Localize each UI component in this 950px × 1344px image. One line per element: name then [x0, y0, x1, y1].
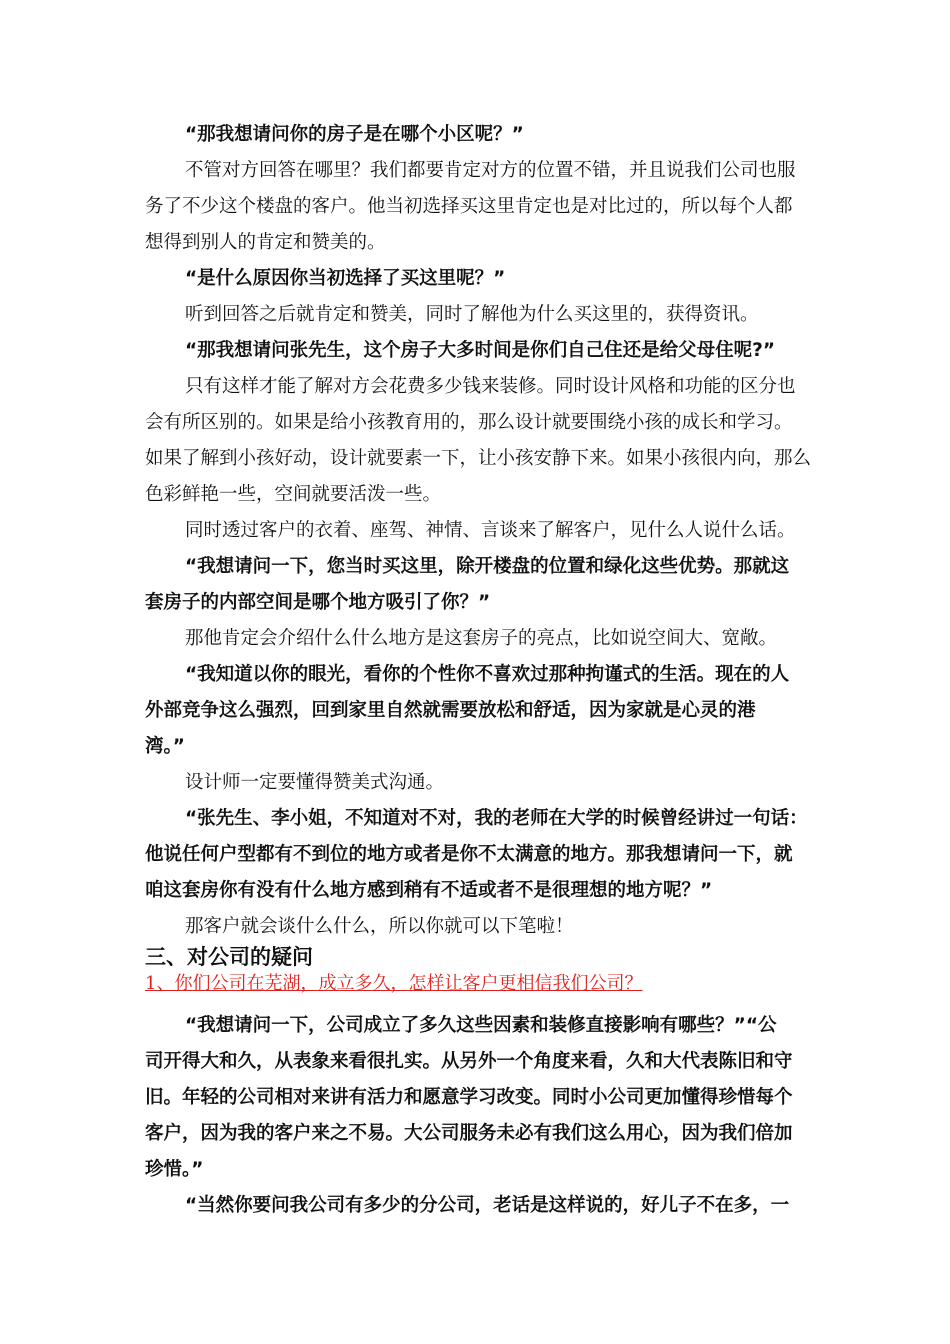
paragraph-line: 那他肯定会介绍什么什么地方是这套房子的亮点，比如说空间大、宽敞。 [185, 628, 778, 649]
paragraph-line: 套房子的内部空间是哪个地方吸引了你？” [145, 592, 491, 613]
paragraph-line: 如果了解到小孩好动，设计就要素一下，让小孩安静下来。如果小孩很内向，那么 [145, 448, 812, 469]
paragraph-line: 湾。” [145, 736, 185, 757]
paragraph-line: 珍惜。” [145, 1159, 204, 1180]
paragraph-line: “我想请问一下，您当时买这里，除开楼盘的位置和绿化这些优势。那就这 [185, 556, 790, 577]
paragraph-line: 听到回答之后就肯定和赞美，同时了解他为什么买这里的，获得资讯。 [185, 304, 759, 325]
paragraph-line: 咱这套房你有没有什么地方感到稍有不适或者不是很理想的地方呢？” [145, 880, 713, 901]
paragraph-line: 色彩鲜艳一些，空间就要活泼一些。 [145, 484, 442, 505]
paragraph-line: “那我想请问你的房子是在哪个小区呢？” [185, 124, 524, 145]
paragraph-line: “那我想请问张先生，这个房子大多时间是你们自己住还是给父母住呢?” [185, 340, 776, 361]
paragraph-line: 外部竞争这么强烈，回到家里自然就需要放松和舒适，因为家就是心灵的港 [145, 700, 756, 721]
paragraph-line: 他说任何户型都有不到位的地方或者是你不太满意的地方。那我想请问一下，就 [145, 844, 793, 865]
paragraph-line: 只有这样才能了解对方会花费多少钱来装修。同时设计风格和功能的区分也 [185, 376, 796, 397]
paragraph-line: “当然你要问我公司有多少的分公司，老话是这样说的，好儿子不在多，一 [185, 1195, 790, 1216]
paragraph-line: “张先生、李小姐，不知道对不对，我的老师在大学的时候曾经讲过一句话： [185, 808, 808, 829]
paragraph-line: 会有所区别的。如果是给小孩教育用的，那么设计就要围绕小孩的成长和学习。 [145, 412, 793, 433]
paragraph-line: 想得到别人的肯定和赞美的。 [145, 232, 386, 253]
paragraph-line: “是什么原因你当初选择了买这里呢？” [185, 268, 506, 289]
paragraph-line: 同时透过客户的衣着、座驾、神情、言谈来了解客户，见什么人说什么话。 [185, 520, 796, 541]
paragraph-line: 客户，因为我的客户来之不易。大公司服务未必有我们这么用心，因为我们倍加 [145, 1123, 793, 1144]
paragraph-line: 那客户就会谈什么什么，所以你就可以下笔啦！ [185, 916, 574, 937]
paragraph-line: 设计师一定要懂得赞美式沟通。 [185, 772, 445, 793]
paragraph-line: 司开得大和久，从表象来看很扎实。从另外一个角度来看，久和大代表陈旧和守 [145, 1051, 793, 1072]
paragraph-line: “我知道以你的眼光，看你的个性你不喜欢过那种拘谨式的生活。现在的人 [185, 664, 790, 685]
paragraph-line: “我想请问一下，公司成立了多久这些因素和装修直接影响有哪些？”“公 [185, 1015, 777, 1036]
section-subheading: 1、你们公司在芜湖，成立多久，怎样让客户更相信我们公司？ [145, 973, 643, 994]
paragraph-line: 务了不少这个楼盘的客户。他当初选择买这里肯定也是对比过的，所以每个人都 [145, 196, 793, 217]
paragraph-line: 旧。年轻的公司相对来讲有活力和愿意学习改变。同时小公司更加懂得珍惜每个 [145, 1087, 793, 1108]
section-heading: 三、对公司的疑问 [145, 945, 313, 969]
paragraph-line: 不管对方回答在哪里？我们都要肯定对方的位置不错，并且说我们公司也服 [185, 160, 796, 181]
